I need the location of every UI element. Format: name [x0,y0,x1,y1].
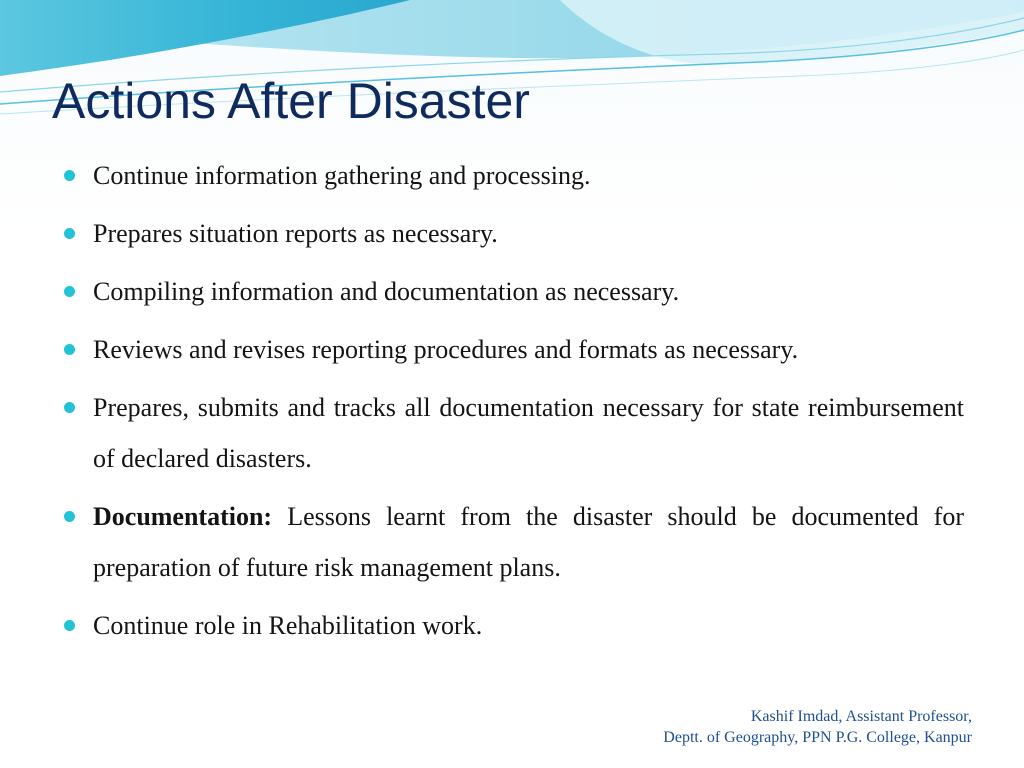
footer-line-affiliation: Deptt. of Geography, PPN P.G. College, Kanpur [663,729,972,746]
bullet-text: Continue information gathering and processing. [93,161,591,190]
bullet-list [62,150,964,658]
footer-line-author: Kashif Imdad, Assistant Professor, [750,708,972,725]
bullet-text: Prepares situation reports as necessary. [93,219,498,248]
bullet-item [62,600,964,651]
bullet-dot-icon [64,286,75,297]
author-footer [663,706,972,748]
bullet-item [62,150,964,201]
bullet-dot-icon [64,228,75,239]
bullet-item [62,324,964,375]
slide-title: Actions After Disaster [52,73,530,129]
bullet-dot-icon [64,620,75,631]
bullet-dot-icon [64,402,75,413]
bullet-item-documentation [62,491,964,593]
bullet-text: Compiling information and documentation as necessary. [93,277,680,306]
bullet-text: Continue role in Rehabilitation work. [93,611,483,640]
bullet-text: Prepares, submits and tracks all documentation necessary for state reimbursement of declared disasters. [93,393,964,473]
bullet-item [62,266,964,317]
bullet-item [62,382,964,484]
bullet-text: Reviews and revises reporting procedures and formats as necessary. [93,335,799,364]
bullet-dot-icon [64,344,75,355]
bullet-item [62,208,964,259]
bullet-dot-icon [64,170,75,181]
bullet-bold-label: Documentation: [93,502,273,531]
bullet-dot-icon [64,511,75,522]
bullet-text: Lessons learnt from the disaster should be documented for preparation of future risk management plans. [93,502,964,582]
